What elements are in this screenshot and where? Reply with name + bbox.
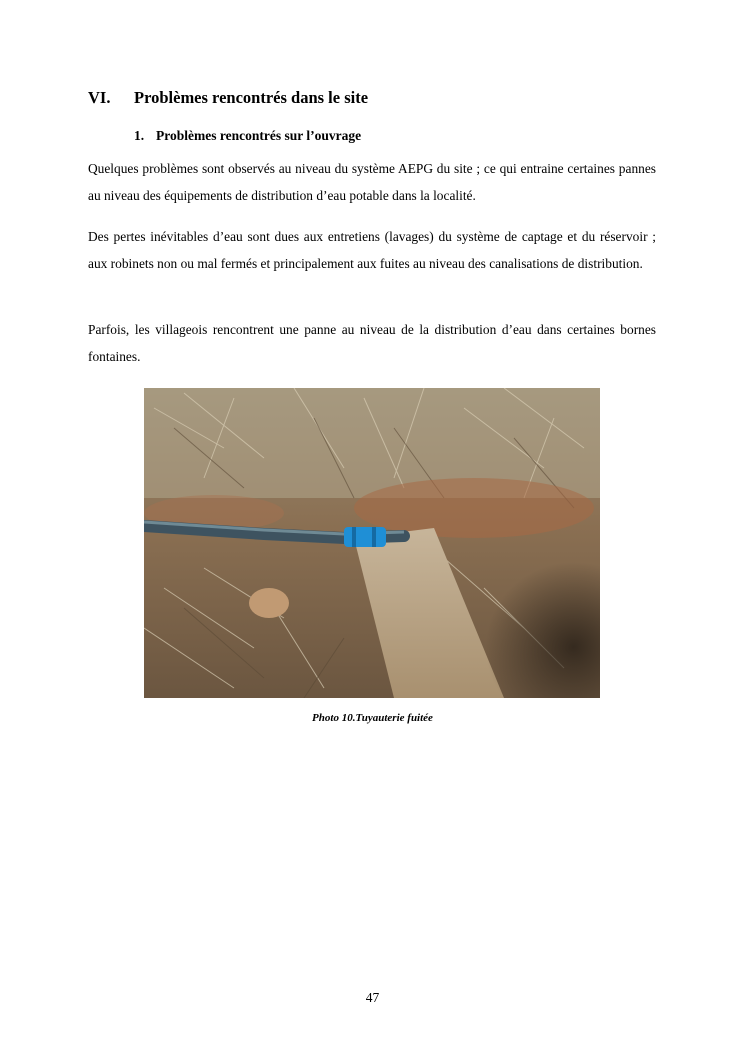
paragraph-3: Parfois, les villageois rencontrent une panne au niveau de la distribution d’eau dans certaines bornes fontaines. [88,322,656,364]
photo-caption: Photo 10.Tuyauterie fuitée [312,712,433,724]
paragraph-2: Des pertes inévitables d’eau sont dues aux entretiens (lavages) du système de captage et du réservoir ; aux robinets non ou mal fermés et principalement aux fuites au niveau des canalisations de distribution. [88,229,656,271]
section-heading [88,88,368,108]
section-number: VI. [88,88,111,107]
paragraph-1: Quelques problèmes sont observés au niveau du système AEPG du site ; ce qui entraine certaines pannes au niveau des équipements de distribution d’eau potable dans la localité. [88,161,656,203]
page-number: 47 [365,990,380,1005]
subsection-number: 1. [134,128,145,143]
subsection-heading [134,128,361,144]
section-title: Problèmes rencontrés dans le site [134,88,369,107]
leaking-pipe-photo [144,388,600,698]
subsection-title: Problèmes rencontrés sur l’ouvrage [156,128,362,143]
